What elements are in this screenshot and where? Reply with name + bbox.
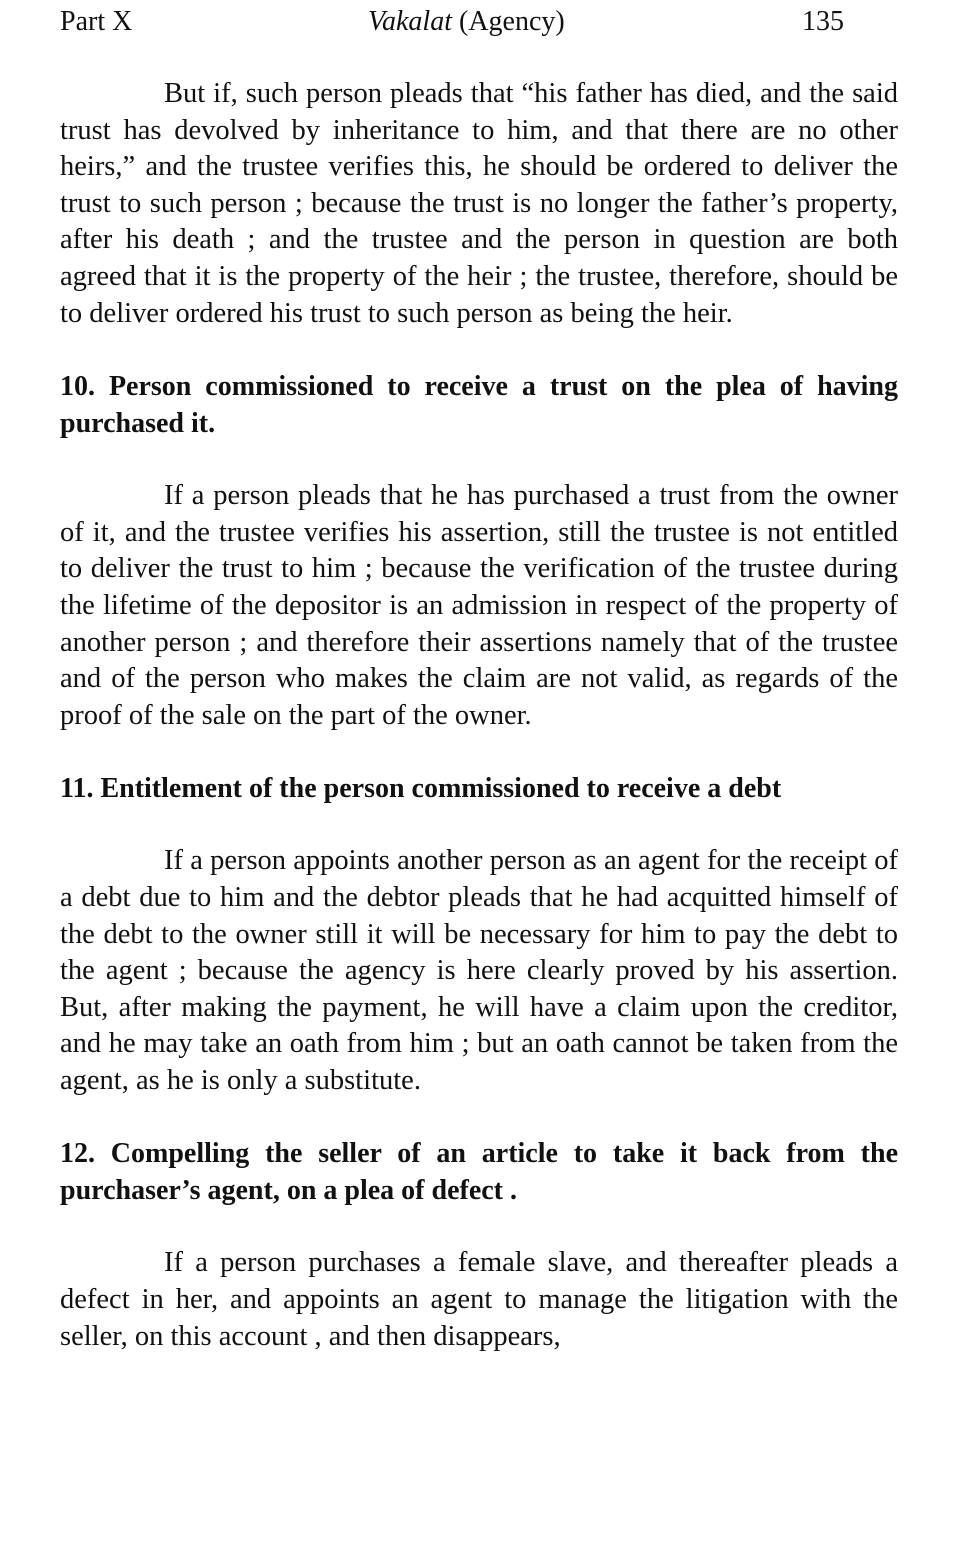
chapter-title-main: Vakalat [368,6,459,37]
chapter-title [368,0,565,44]
paragraph-section-11: If a person appoints another person as an agent for the receipt of a debt due to him and the debtor pleads that he had acquitted himself of the debt to the owner still it will be necessary for him to pay the debt to the agent ; because the agency is here clearly proved by his assertion. But, after making the payment, he will have a claim upon the creditor, and he may take an oath from him ; but an oath cannot be taken from the agent, as he is only a substitute. [60,845,898,1096]
part-label: Part X [60,6,133,37]
section-heading-12: 12. Compelling the seller of an article to take it back from the purchaser’s agent, on a plea of defect . [60,1138,898,1207]
page-number: 135 [802,6,844,37]
paragraph-intro: But if, such person pleads that “his father has died, and the said trust has devolved by inheritance to him, and that there are no other heirs,” and the trustee verifies this, he should be ordered to deliver the trust to such person ; because the trust is no longer the father’s property, after his death ; and the trustee and the person in question are both agreed that it is the property of the heir ; the trustee, therefore, should be to deliver ordered his trust to such person as being the heir. [60,78,898,329]
paragraph-section-12: If a person purchases a female slave, and thereafter pleads a defect in her, and appoints an agent to manage the litigation with the seller, on this account , and then disappears, [60,1247,898,1352]
section-heading-10: 10. Person commissioned to receive a trust on the plea of having purchased it. [60,371,898,440]
chapter-title-paren: (Agency) [459,6,565,37]
section-heading-11: 11. Entitlement of the person commissioned to receive a debt [60,773,782,805]
book-page [60,0,898,1355]
paragraph-section-10: If a person pleads that he has purchased a trust from the owner of it, and the trustee verifies his assertion, still the trustee is not entitled to deliver the trust to him ; because the verification of the trustee during the lifetime of the depositor is an admission in respect of the property of another person ; and therefore their assertions namely that of the trustee and of the person who makes the claim are not valid, as regards of the proof of the sale on the part of the owner. [60,480,898,731]
running-header [60,0,898,44]
